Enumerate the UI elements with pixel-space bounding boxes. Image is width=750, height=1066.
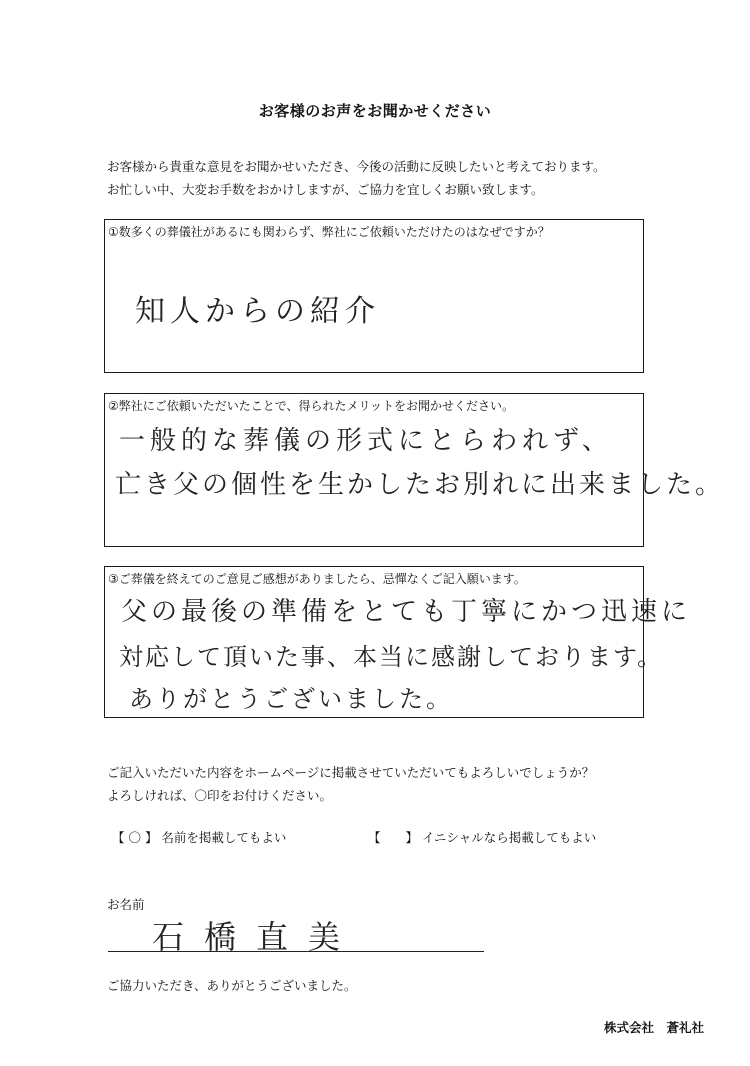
consent-question: ご記入いただいた内容をホームページに掲載させていただいてもよろしいでしょうか？ — [107, 765, 595, 780]
thanks-message: ご協力いただき、ありがとうございました。 — [107, 978, 357, 993]
question-1-answer-line-1: 知人からの紹介 — [135, 294, 380, 329]
consent-instruction: よろしければ、〇印をお付けください。 — [107, 788, 333, 803]
question-2-label: ②弊社にご依頼いただいたことで、得られたメリットをお聞かせください。 — [108, 399, 515, 413]
question-3-label: ③ご葬儀を終えてのご意見ご感想がありましたら、忌憚なくご記入願います。 — [108, 572, 526, 586]
page-title: お客様のお声をお聞かせください — [258, 102, 492, 120]
question-3-answer-line-3: ありがとうございました。 — [129, 685, 453, 713]
intro-line-2: お忙しい中、大変お手数をおかけしますが、ご協力を宜しくお願い致します。 — [107, 182, 544, 197]
question-3-answer-line-2: 対応して頂いた事、本当に感謝しております。 — [119, 643, 664, 671]
question-1-box — [104, 219, 644, 373]
question-2-answer-line-2: 亡き父の個性を生かしたお別れに出来ました。 — [115, 470, 725, 500]
company-name: 株式会社 蒼礼社 — [603, 1020, 704, 1035]
name-underline — [108, 951, 484, 952]
question-2-box — [104, 393, 725, 547]
question-1-label: ①数多くの葬儀社があるにも関わらず、弊社にご依頼いただけたのはなぜですか？ — [108, 225, 550, 239]
question-3-box — [104, 566, 692, 718]
consent-option-initials[interactable]: 【 】 イニシャルなら掲載してもよい — [368, 830, 597, 845]
name-label: お名前 — [107, 897, 145, 912]
name-value: 石橋直美 — [152, 918, 361, 956]
question-2-answer-line-1: 一般的な葬儀の形式にとらわれず、 — [119, 426, 613, 456]
question-3-answer-line-1: 父の最後の準備をとても丁寧にかつ迅速に — [121, 597, 692, 627]
intro-line-1: お客様から貴重な意見をお聞かせいただき、今後の活動に反映したいと考えております。 — [107, 159, 606, 174]
consent-option-name[interactable]: 【 〇 】 名前を掲載してもよい — [112, 830, 287, 845]
